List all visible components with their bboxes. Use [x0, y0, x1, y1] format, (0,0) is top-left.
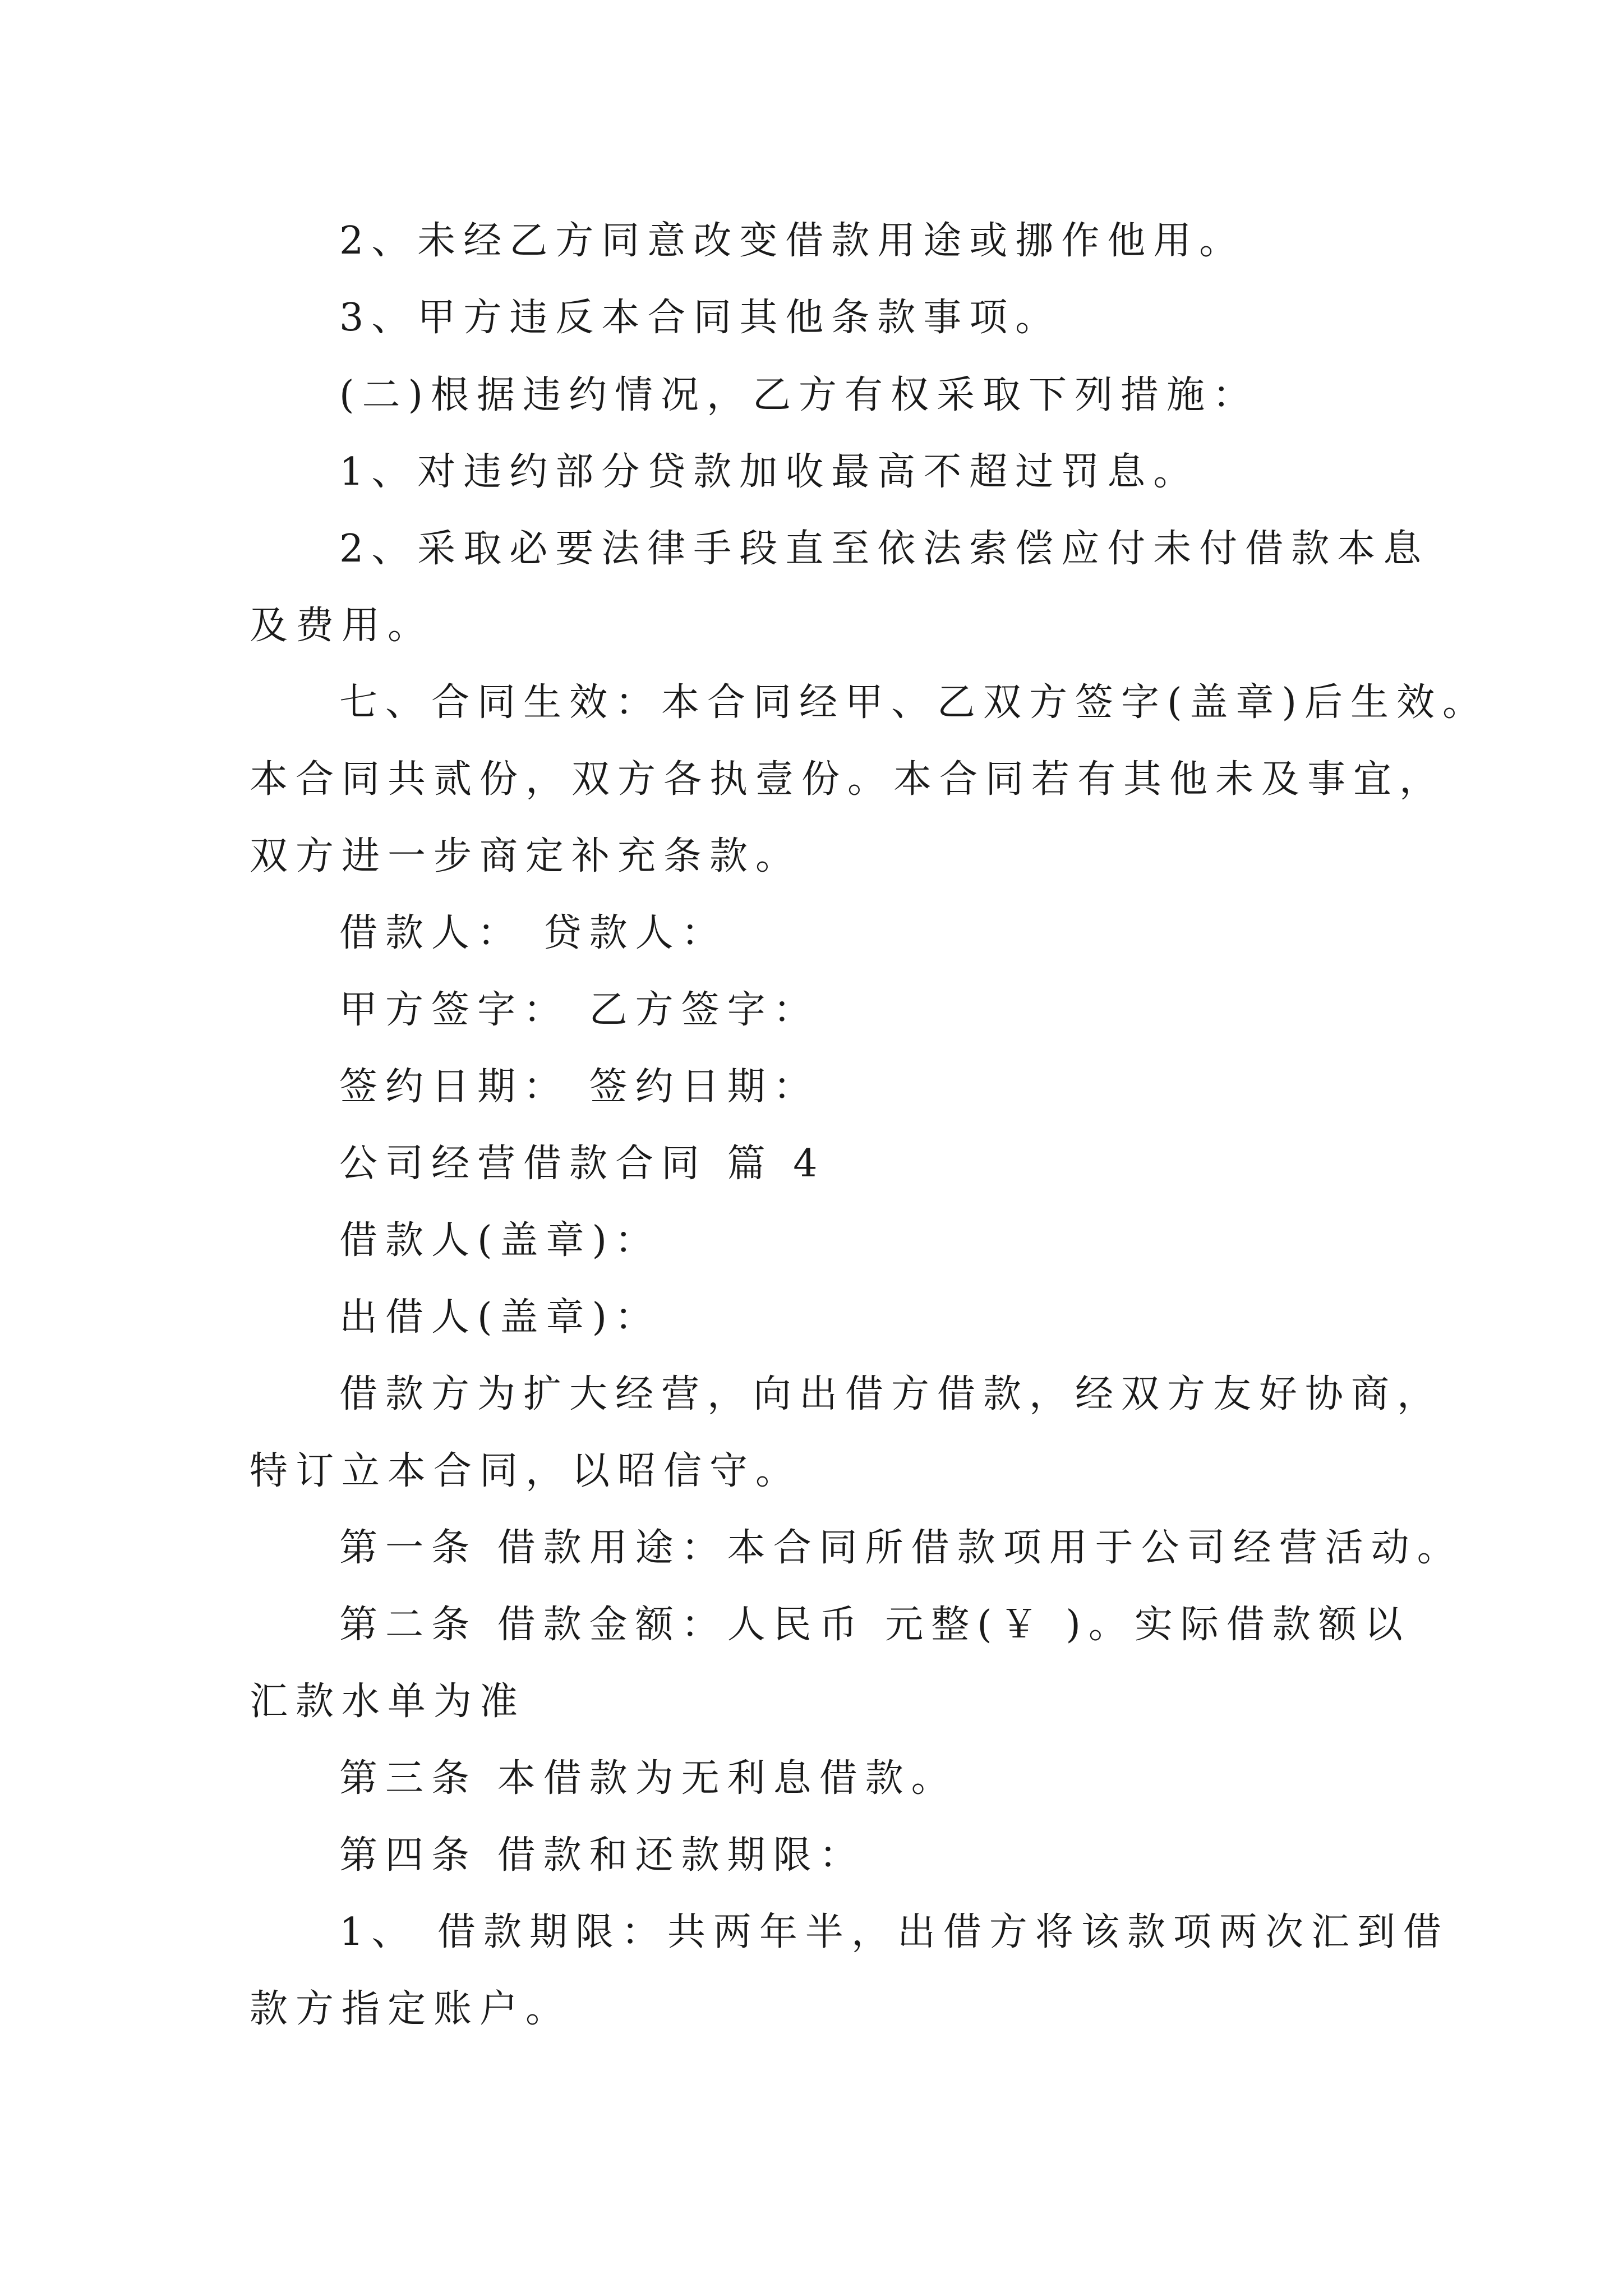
text-line: 款方指定账户。: [250, 1987, 572, 2031]
signature-line: 甲方签字： 乙方签字：: [339, 988, 819, 1032]
text-line: 七、合同生效：本合同经甲、乙双方签字(盖章)后生效。: [339, 680, 1489, 725]
text-line: 2、未经乙方同意改变借款用途或挪作他用。: [339, 219, 1246, 263]
text-line: 双方进一步商定补充条款。: [250, 834, 802, 878]
text-line: 3、甲方违反本合同其他条款事项。: [339, 296, 1062, 340]
text-line: 特订立本合同，以昭信守。: [250, 1449, 802, 1493]
text-line: 出借人(盖章)：: [339, 1295, 661, 1340]
article-line: 第四条 借款和还款期限：: [339, 1833, 865, 1878]
section-heading: 公司经营借款合同 篇 4: [339, 1142, 826, 1186]
text-line: 汇款水单为准: [250, 1680, 526, 1724]
text-line: 2、采取必要法律手段直至依法索偿应付未付借款本息: [339, 527, 1430, 571]
text-line: (二)根据违约情况，乙方有权采取下列措施：: [339, 373, 1259, 417]
text-line: 1、对违约部分贷款加收最高不超过罚息。: [339, 450, 1200, 494]
text-line: 本合同共贰份，双方各执壹份。本合同若有其他未及事宜，: [250, 757, 1446, 802]
text-line: 借款人(盖章)：: [339, 1218, 661, 1263]
text-line: 1、 借款期限：共两年半，出借方将该款项两次汇到借: [339, 1910, 1449, 1954]
article-line: 第三条 本借款为无利息借款。: [339, 1756, 957, 1801]
signature-line: 借款人： 贷款人：: [339, 911, 727, 955]
text-line: 及费用。: [250, 604, 434, 648]
article-line: 第二条 借款金额：人民币 元整(￥ )。实际借款额以: [339, 1603, 1410, 1647]
text-line: 借款方为扩大经营，向出借方借款，经双方友好协商，: [339, 1372, 1444, 1416]
date-line: 签约日期： 签约日期：: [339, 1065, 819, 1109]
article-line: 第一条 借款用途：本合同所借款项用于公司经营活动。: [339, 1526, 1463, 1570]
